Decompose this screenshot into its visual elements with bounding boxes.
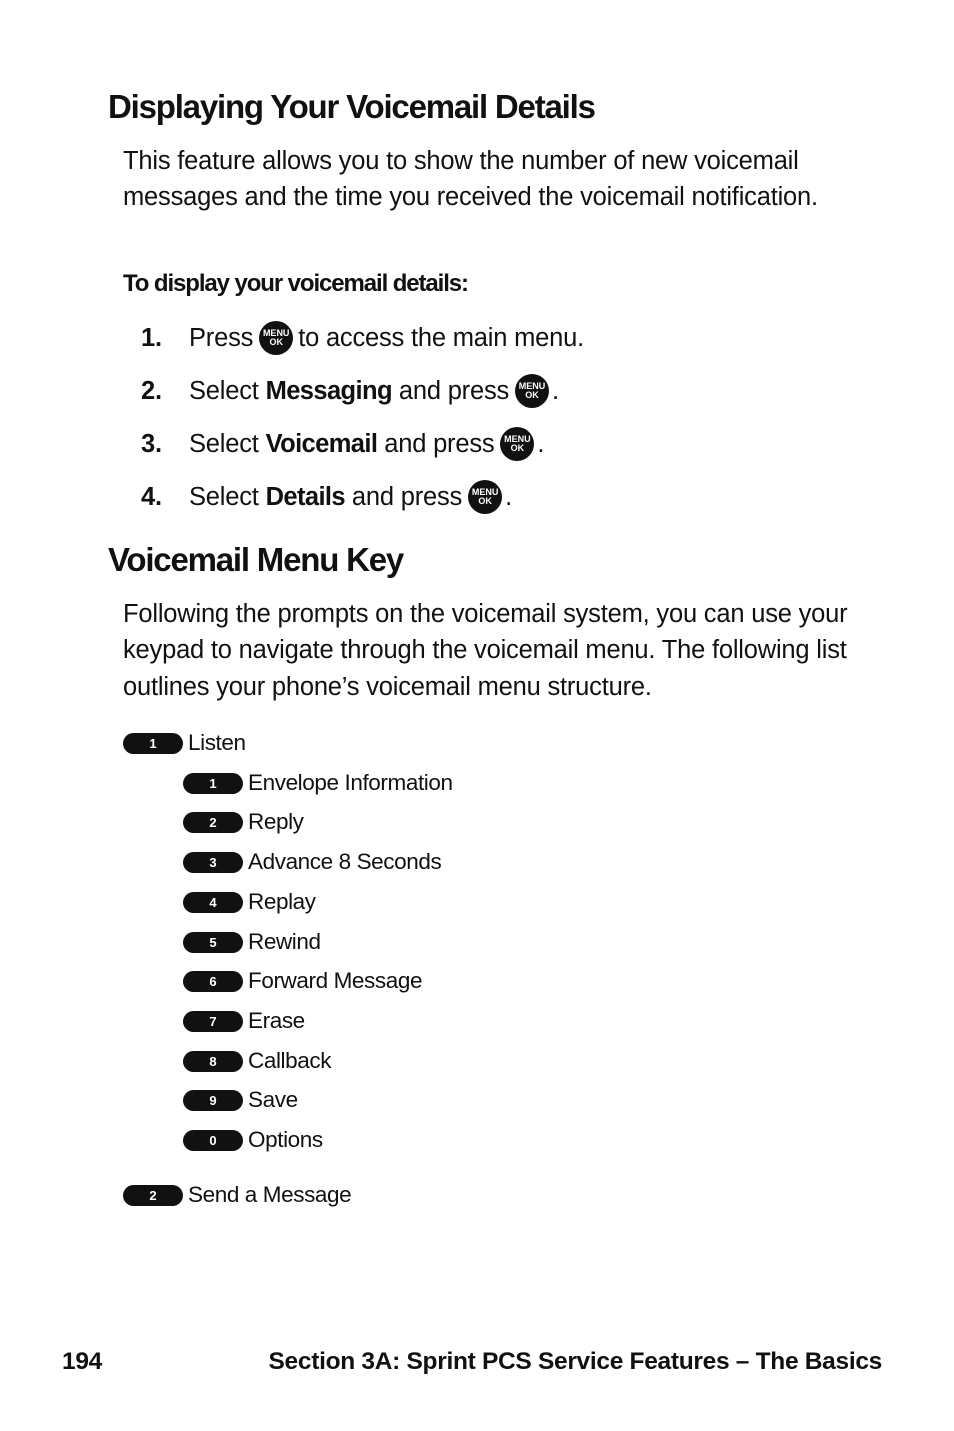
submenu-item-forward-message <box>183 966 422 996</box>
keypad-key-icon: 1 <box>183 773 243 794</box>
menu-item-label: Save <box>248 1087 298 1112</box>
menu-item-listen <box>123 728 246 758</box>
step-number: 1. <box>141 324 162 352</box>
step-text: Select <box>189 430 259 458</box>
step-text: Select <box>189 377 259 405</box>
step-menu-item: Messaging <box>265 377 392 405</box>
step-2 <box>141 373 559 409</box>
menu-key-line1: MENU <box>471 487 499 497</box>
submenu-item-envelope-information <box>183 768 453 798</box>
submenu-item-rewind <box>183 927 321 957</box>
step-menu-item: Voicemail <box>265 430 378 458</box>
menu-key-line1: MENU <box>262 328 290 338</box>
section-heading-voicemail-details: Displaying Your Voicemail Details <box>108 88 595 125</box>
submenu-item-erase <box>183 1006 305 1036</box>
step-end: . <box>505 483 512 511</box>
keypad-key-icon: 0 <box>183 1130 243 1151</box>
step-end: . <box>537 430 545 458</box>
step-text: Select <box>189 483 259 511</box>
keypad-key-icon: 9 <box>183 1090 243 1111</box>
step-menu-item: Details <box>265 483 346 511</box>
step-end: . <box>552 377 559 405</box>
menu-item-label: Send a Message <box>188 1182 352 1207</box>
keypad-key-icon: 7 <box>183 1011 243 1032</box>
step-text: and press <box>351 483 463 511</box>
submenu-item-replay <box>183 887 316 917</box>
menu-intro-paragraph: Following the prompts on the voicemail system, you can use your keypad to navigate through the voicemail menu. The following list outlines your phone’s voicemail menu structure. <box>123 600 848 701</box>
keypad-key-icon: 6 <box>183 971 243 992</box>
step-text: to access the main menu. <box>298 324 584 352</box>
menu-item-label: Envelope Information <box>248 770 453 795</box>
submenu-item-options <box>183 1125 323 1155</box>
page-number: 194 <box>62 1348 102 1375</box>
step-number: 2. <box>141 377 162 405</box>
step-4 <box>141 479 512 515</box>
step-number: 3. <box>141 430 162 458</box>
keypad-key-icon: 4 <box>183 892 243 913</box>
menu-item-send-message <box>123 1180 351 1210</box>
menu-key-line1: MENU <box>518 381 546 391</box>
menu-ok-key-icon <box>500 427 534 461</box>
menu-item-label: Listen <box>188 730 246 755</box>
keypad-key-icon: 8 <box>183 1051 243 1072</box>
menu-key-line1: MENU <box>504 434 531 444</box>
keypad-key-icon: 5 <box>183 932 243 953</box>
menu-item-label: Erase <box>248 1008 305 1033</box>
keypad-key-icon: 1 <box>123 733 183 754</box>
menu-ok-key-icon <box>468 480 502 514</box>
keypad-key-icon: 2 <box>123 1185 183 1206</box>
step-3 <box>141 426 544 462</box>
step-text: Press <box>189 324 254 352</box>
footer-section-title: Section 3A: Sprint PCS Service Features – The Basics <box>268 1348 882 1375</box>
submenu-item-save <box>183 1085 298 1115</box>
menu-key-line2: OK <box>525 390 539 400</box>
submenu-item-callback <box>183 1046 331 1076</box>
menu-ok-key-icon <box>259 321 293 355</box>
intro-paragraph: This feature allows you to show the number of new voicemail messages and the time you received the voicemail notification. <box>123 147 818 212</box>
keypad-key-icon: 3 <box>183 852 243 873</box>
menu-item-label: Replay <box>248 889 316 914</box>
step-text: and press <box>384 430 495 458</box>
menu-key-line2: OK <box>478 496 492 506</box>
menu-item-label: Callback <box>248 1048 332 1073</box>
menu-key-line2: OK <box>269 337 283 347</box>
step-text: and press <box>398 377 510 405</box>
section-heading-voicemail-menu-key: Voicemail Menu Key <box>108 541 404 578</box>
submenu-item-reply <box>183 807 304 837</box>
menu-item-label: Rewind <box>248 929 321 954</box>
menu-item-label: Advance 8 Seconds <box>248 849 442 874</box>
menu-item-label: Reply <box>248 809 304 834</box>
procedure-label: To display your voicemail details: <box>123 270 468 297</box>
step-1 <box>141 320 584 356</box>
menu-key-line2: OK <box>510 443 525 453</box>
menu-ok-key-icon <box>515 374 549 408</box>
menu-item-label: Options <box>248 1127 323 1152</box>
submenu-item-advance <box>183 847 441 877</box>
keypad-key-icon: 2 <box>183 812 243 833</box>
step-number: 4. <box>141 483 162 511</box>
menu-item-label: Forward Message <box>248 968 423 993</box>
